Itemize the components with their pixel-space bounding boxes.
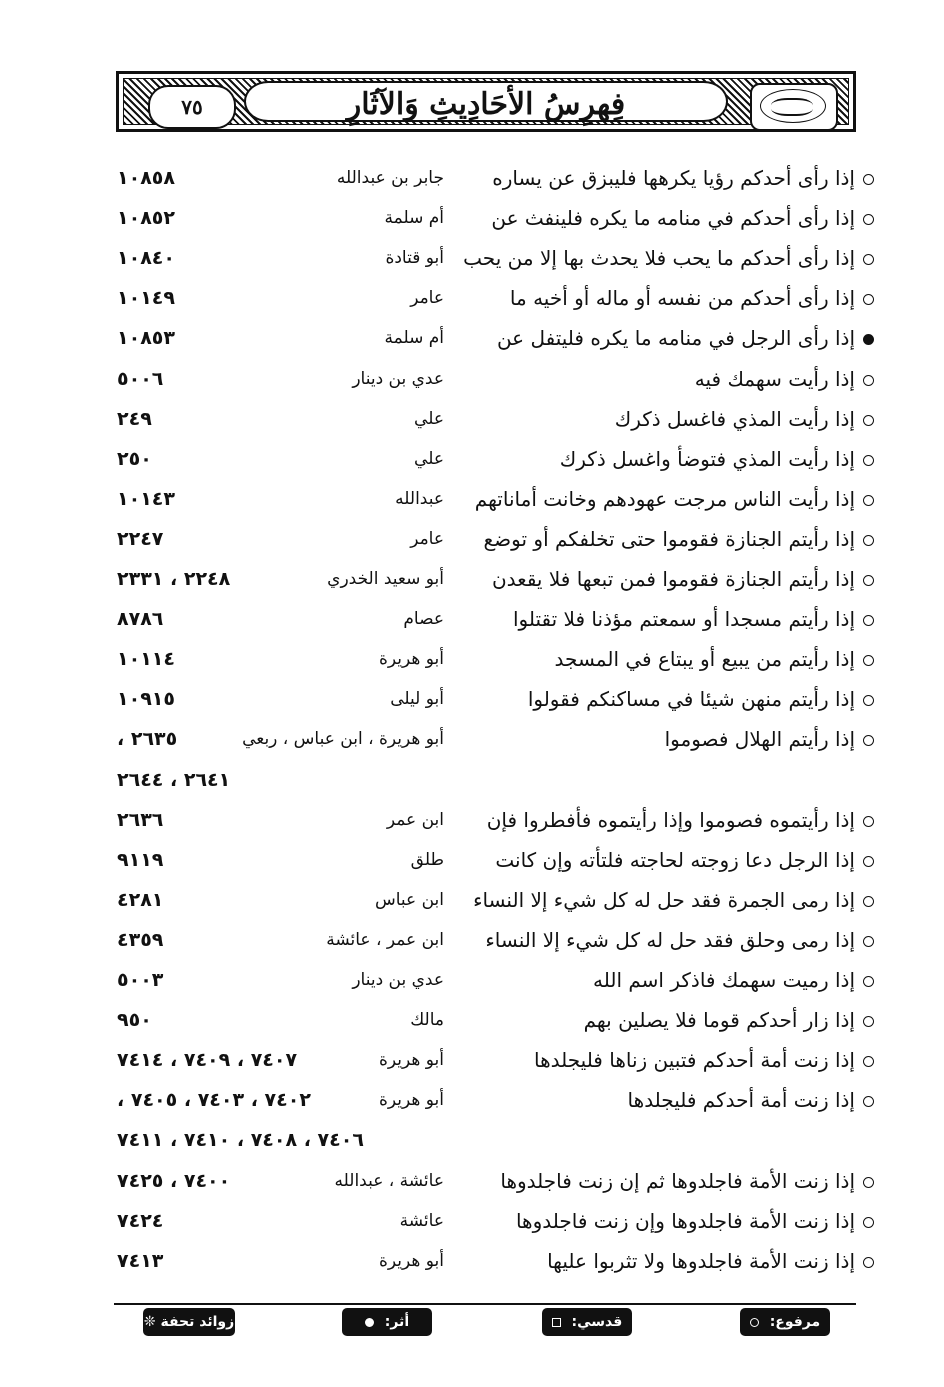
hadith-label: إذا زار أحدكم قوما فلا يصلين بهم [583, 1008, 855, 1033]
table-row [0, 962, 944, 998]
hadith-label: إذا رأيتم الجنازة فقوموا فمن تبعها فلا يقعدن [491, 567, 855, 591]
square-icon [552, 1318, 561, 1327]
hadith-label: إذا رأيتموه فصوموا وإذا رأيتموه فأفطروا فإن [486, 807, 855, 832]
reference-numbers: ٧٤٠٧ ، ٧٤٠٩ ، ٧٤١٤ [117, 1049, 298, 1072]
table-row [0, 842, 944, 878]
open-circle-icon [863, 455, 874, 466]
hadith-label: إذا رميت سهمك فاذكر اسم الله [593, 968, 855, 992]
hadith-text [555, 641, 874, 677]
hadith-text [473, 882, 874, 918]
open-circle-icon [750, 1318, 759, 1327]
table-row [0, 922, 944, 958]
open-circle-icon [863, 976, 874, 987]
open-circle-icon [863, 1177, 874, 1188]
reference-numbers: ٧٤٠٢ ، ٧٤٠٣ ، ٧٤٠٥ ، [117, 1089, 311, 1112]
reference-numbers: ٢٦٤١ ، ٢٦٤٤ [117, 768, 231, 791]
reference-numbers: ١٠٩١٥ [117, 688, 175, 711]
legend-marfu [740, 1308, 830, 1336]
table-row [0, 521, 944, 557]
hadith-text [665, 721, 874, 757]
narrator: جابر بن عبدالله [336, 168, 444, 188]
reference-numbers: ٧٤٢٤ [117, 1209, 164, 1232]
page-header [116, 71, 856, 132]
hadith-text [560, 441, 874, 477]
table-row [0, 561, 944, 597]
hadith-text [584, 1002, 874, 1038]
reference-numbers: ٢٢٤٨ ، ٢٣٣١ [117, 568, 231, 590]
narrator: أم سلمة [384, 328, 444, 349]
hadith-text [510, 280, 874, 316]
table-row [0, 240, 944, 276]
hadith-label: إذا رأيتم الهلال فصوموا [664, 727, 855, 752]
legend-label: قدسي: [571, 1314, 623, 1330]
hadith-text [463, 240, 874, 276]
narrator: عصام [403, 609, 444, 630]
hadith-text [495, 842, 874, 878]
table-row [0, 802, 944, 838]
reference-numbers: ٥٠٠٣ [117, 969, 164, 991]
narrator: أم سلمة [384, 208, 444, 229]
hadith-text [491, 200, 874, 236]
narrator: عائشة [399, 1210, 444, 1231]
hadith-text [547, 1243, 874, 1279]
hadith-text [492, 160, 874, 196]
table-row [0, 280, 944, 316]
hadith-text [500, 1163, 874, 1199]
open-circle-icon [863, 1257, 874, 1268]
open-circle-icon [863, 415, 874, 426]
open-circle-icon [863, 375, 874, 386]
hadith-text [628, 1082, 874, 1118]
table-row [0, 1082, 944, 1118]
legend-label: مرفوع: [769, 1314, 821, 1330]
hadith-text [492, 561, 874, 597]
filled-circle-icon [863, 334, 874, 345]
table-row [0, 641, 944, 677]
open-circle-icon [863, 1016, 874, 1027]
open-circle-icon [863, 294, 874, 305]
hadith-text [615, 401, 874, 437]
narrator: ابن عمر ، عائشة [326, 929, 444, 950]
table-row [0, 441, 944, 477]
reference-numbers: ٧٤١٣ [117, 1249, 164, 1272]
reference-numbers: ٢٢٤٧ [117, 527, 164, 550]
table-row [0, 320, 944, 356]
reference-numbers: ٢٦٣٦ [117, 808, 164, 831]
narrator: عامر [410, 288, 444, 309]
open-circle-icon [863, 535, 874, 546]
table-row [0, 361, 944, 397]
header-title-panel [244, 81, 728, 122]
reference-numbers: ١٠١١٤ [117, 648, 175, 671]
page-number: ٧٥ [148, 85, 236, 129]
table-row [0, 601, 944, 637]
table-row [0, 721, 944, 757]
hadith-label: إذا رأيتم من يبيع أو يبتاع في المسجد [554, 647, 855, 672]
table-row [0, 481, 944, 517]
open-circle-icon [863, 896, 874, 907]
open-circle-icon [863, 816, 874, 827]
hadith-text [497, 320, 874, 356]
narrator: عائشة ، عبدالله [334, 1170, 444, 1191]
narrator: مالك [410, 1010, 444, 1031]
narrator: علي [414, 408, 444, 429]
hadith-text [485, 922, 874, 958]
hadith-text [516, 1203, 874, 1239]
narrator: طلق [410, 849, 444, 870]
table-row [0, 1042, 944, 1078]
reference-numbers: ٧٤٠٦ ، ٧٤٠٨ ، ٧٤١٠ ، ٧٤١١ [117, 1129, 364, 1152]
table-row [0, 1122, 944, 1158]
reference-numbers: ٥٠٠٦ [117, 367, 164, 390]
hadith-label: إذا رمى الجمرة فقد حل له كل شيء إلا النساء [473, 887, 855, 912]
table-row [0, 762, 944, 798]
hadith-text [695, 361, 874, 397]
open-circle-icon [863, 936, 874, 947]
hadith-label: إذا رأى الرجل في منامه ما يكره فليتفل عن [496, 326, 855, 351]
hadith-label: إذا رأيتم الجنازة فقوموا حتى تخلفكم أو توضع [483, 526, 855, 551]
table-row [0, 882, 944, 918]
hadith-label: إذا رأى أحدكم في منامه ما يكره فلينفث عن [491, 206, 855, 231]
hadith-label: إذا رأيت الناس مرجت عهودهم وخانت أماناتهم [474, 486, 855, 511]
narrator: أبو هريرة [378, 1050, 444, 1071]
footer-divider [114, 1303, 856, 1305]
hadith-text [475, 481, 874, 517]
hadith-text [513, 601, 874, 637]
reference-numbers: ٩٥٠ [117, 1009, 152, 1032]
narrator: أبو هريرة ، ابن عباس ، ربعي [242, 729, 444, 750]
reference-numbers: ٩١١٩ [117, 848, 164, 871]
narrator: ابن عمر [386, 809, 444, 830]
hadith-label: إذا رمى وحلق فقد حل له كل شيء إلا النساء [485, 927, 855, 952]
table-row [0, 160, 944, 196]
reference-numbers: ٨٧٨٦ [117, 608, 164, 631]
table-row [0, 1163, 944, 1199]
open-circle-icon [863, 655, 874, 666]
narrator: أبو قتادة [385, 248, 444, 269]
star-icon: ❊ [143, 1314, 156, 1330]
open-circle-icon [863, 575, 874, 586]
hadith-label: إذا رأيتم مسجدا أو سمعتم مؤذنا فلا تقتلوا [512, 607, 855, 632]
open-circle-icon [863, 1096, 874, 1107]
hadith-label: إذا رأى أحدكم ما يحب فلا يحدث بها إلا من يحب [463, 246, 855, 271]
hadith-text [487, 802, 874, 838]
reference-numbers: ١٠٨٥٨ [117, 167, 175, 189]
table-row [0, 681, 944, 717]
narrator: أبو سعيد الخدري [327, 569, 444, 589]
narrator: أبو ليلى [390, 689, 444, 710]
open-circle-icon [863, 735, 874, 746]
table-row [0, 200, 944, 236]
open-circle-icon [863, 174, 874, 185]
hadith-text [593, 962, 874, 998]
page-title: فِهرِسُ الأحَادِيثِ وَالآثَارِ [346, 87, 626, 122]
legend-label: أثر: [384, 1314, 410, 1330]
open-circle-icon [863, 214, 874, 225]
open-circle-icon [863, 695, 874, 706]
narrator: عبدالله [395, 488, 444, 509]
hadith-label: إذا زنت الأمة فاجلدوها وإن زنت فاجلدوها [515, 1208, 855, 1233]
hadith-label: إذا رأيت المذي فاغسل ذكرك [614, 406, 855, 431]
legend-zawaid [143, 1308, 235, 1336]
reference-numbers: ٢٦٣٥ ، [117, 728, 178, 751]
reference-numbers: ٧٤٠٠ ، ٧٤٢٥ [117, 1169, 231, 1192]
reference-numbers: ١٠٨٤٠ [117, 247, 175, 270]
filled-circle-icon [365, 1318, 374, 1327]
narrator: ابن عباس [374, 889, 444, 910]
open-circle-icon [863, 856, 874, 867]
hadith-text [528, 681, 874, 717]
reference-numbers: ٤٣٥٩ [117, 928, 164, 951]
legend-qudsi [542, 1308, 632, 1336]
reference-numbers: ١٠٨٥٣ [117, 327, 175, 350]
open-circle-icon [863, 1217, 874, 1228]
hadith-label: إذا زنت أمة أحدكم فليجلدها [627, 1088, 855, 1113]
narrator: عامر [410, 528, 444, 549]
reference-numbers: ٢٤٩ [117, 407, 152, 430]
table-row [0, 1002, 944, 1038]
hadith-text [534, 1042, 874, 1078]
narrator: أبو هريرة [378, 1090, 444, 1111]
hadith-label: إذا رأى أحدكم من نفسه أو ماله أو أخيه ما [509, 286, 855, 311]
table-row [0, 401, 944, 437]
reference-numbers: ١٠١٤٩ [117, 287, 175, 310]
hadith-label: إذا زنت الأمة فاجلدوها ولا تثربوا عليها [547, 1248, 855, 1273]
hadith-label: إذا رأيت المذي فتوضأ واغسل ذكرك [559, 446, 855, 471]
open-circle-icon [863, 1056, 874, 1067]
hadith-label: إذا رأيتم منهن شيئا في مساكنكم فقولوا [527, 687, 855, 712]
narrator: أبو هريرة [378, 649, 444, 670]
reference-numbers: ١٠٨٥٢ [117, 207, 175, 230]
hadith-label: إذا زنت أمة أحدكم فتبين زناها فليجلدها [533, 1048, 855, 1073]
hadith-label: إذا رأى أحدكم رؤيا يكرهها فليبزق عن يساره [492, 166, 855, 190]
reference-numbers: ٢٥٠ [117, 447, 152, 470]
legend-athar [342, 1308, 432, 1336]
open-circle-icon [863, 495, 874, 506]
hadith-label: إذا رأيت سهمك فيه [694, 366, 855, 391]
narrator: عدي بن دينار [352, 368, 444, 389]
header-ornament-border [123, 78, 849, 125]
reference-numbers: ٤٢٨١ [117, 888, 164, 911]
hadith-label: إذا الرجل دعا زوجته لحاجته فلتأته وإن كانت [495, 847, 855, 872]
open-circle-icon [863, 615, 874, 626]
narrator: علي [414, 448, 444, 469]
table-row [0, 1243, 944, 1279]
legend-label: زوائد تحفة [160, 1314, 235, 1330]
seal-logo-icon [750, 83, 838, 131]
narrator: أبو هريرة [378, 1250, 444, 1271]
hadith-text [484, 521, 874, 557]
narrator: عدي بن دينار [352, 970, 444, 990]
hadith-label: إذا زنت الأمة فاجلدوها ثم إن زنت فاجلدوها [500, 1168, 855, 1193]
table-row [0, 1203, 944, 1239]
reference-numbers: ١٠١٤٣ [117, 487, 175, 510]
open-circle-icon [863, 254, 874, 265]
